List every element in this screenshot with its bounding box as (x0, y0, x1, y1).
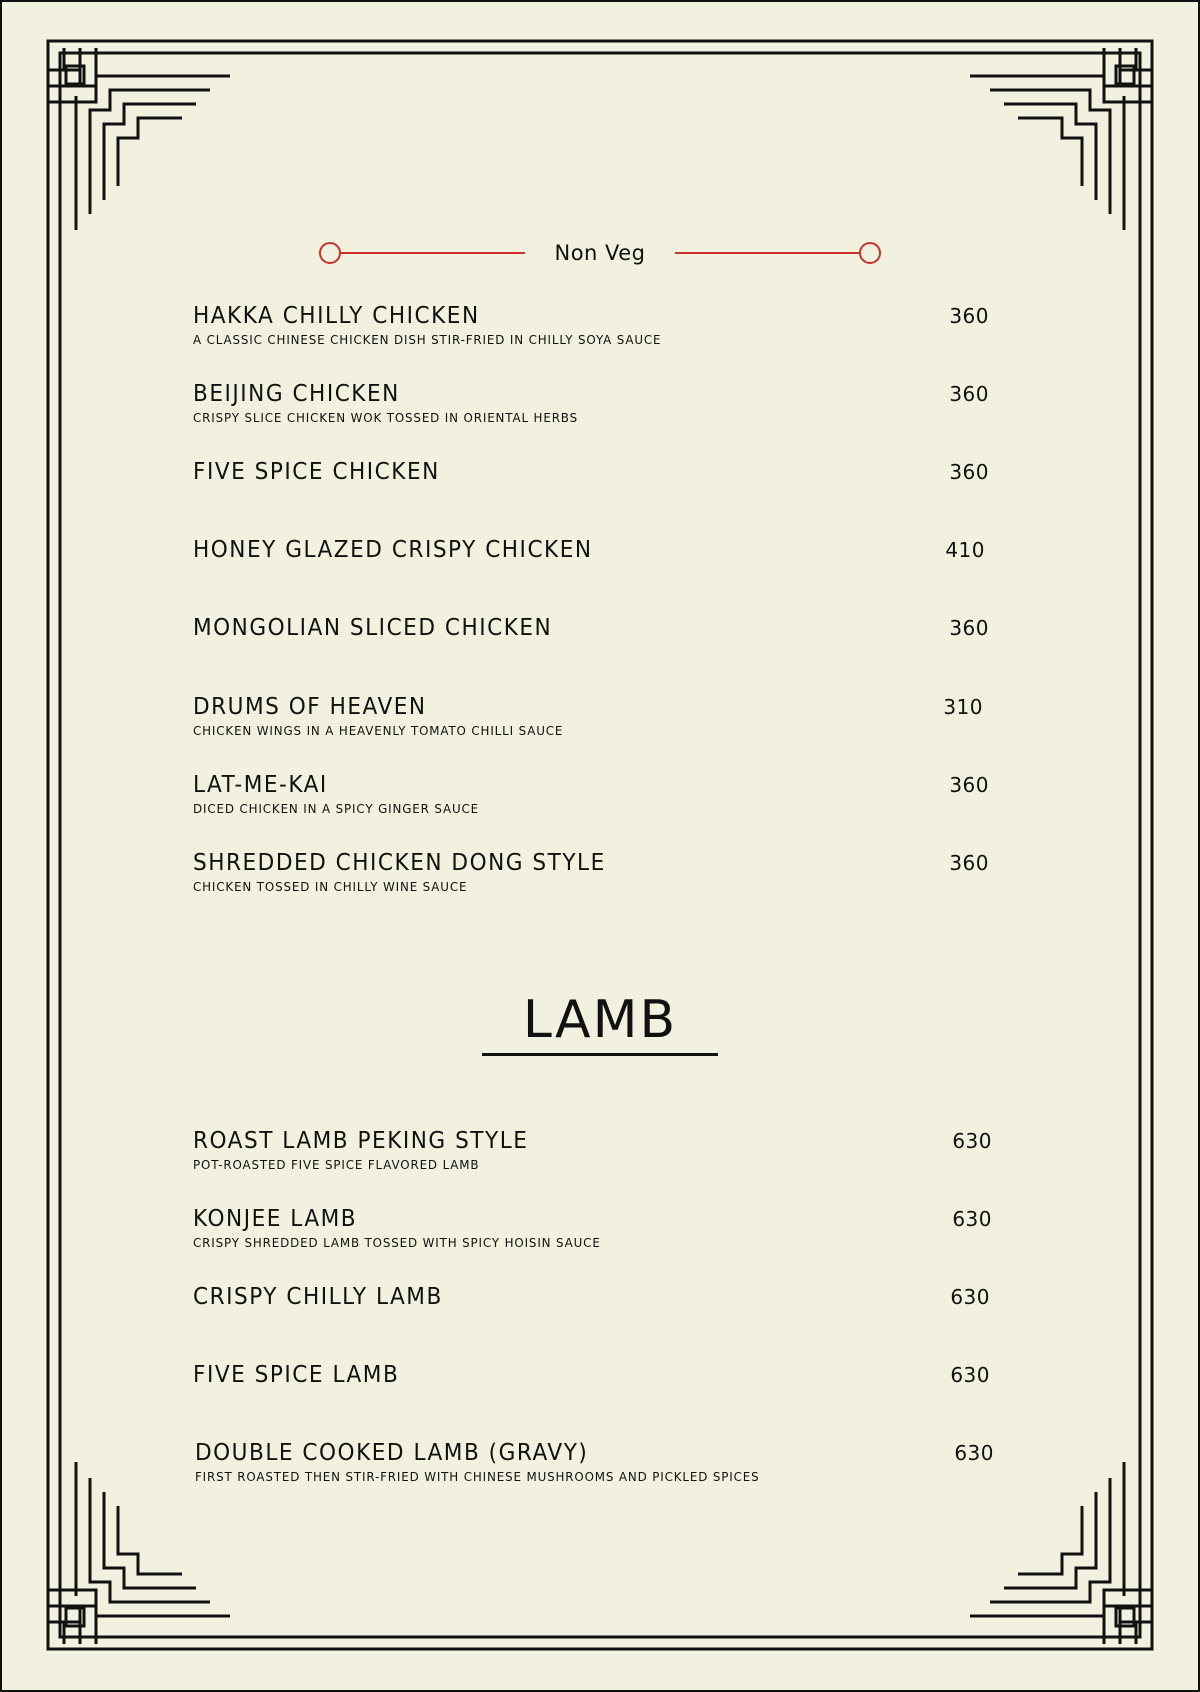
item-description: CHICKEN WINGS IN A HEAVENLY TOMATO CHILLI SAUCE (193, 723, 564, 738)
item-price: 630 (950, 1285, 990, 1309)
item-price: 360 (949, 773, 989, 797)
item-price: 630 (952, 1129, 992, 1153)
item-name: BEIJING CHICKEN (193, 381, 400, 407)
item-price: 310 (943, 695, 983, 719)
item-name: HONEY GLAZED CRISPY CHICKEN (193, 537, 593, 563)
item-price: 630 (950, 1363, 990, 1387)
item-name: DOUBLE COOKED LAMB (GRAVY) (195, 1440, 589, 1466)
menu-item (193, 457, 993, 487)
item-price: 360 (949, 851, 989, 875)
menu-item (193, 301, 993, 349)
item-description: CRISPY SHREDDED LAMB TOSSED WITH SPICY HOISIN SAUCE (193, 1235, 601, 1250)
item-price: 630 (954, 1441, 994, 1465)
item-name: LAT-ME-KAI (193, 772, 328, 798)
item-price: 360 (949, 616, 989, 640)
menu-item (193, 770, 993, 818)
item-description: DICED CHICKEN IN A SPICY GINGER SAUCE (193, 801, 480, 816)
menu-item (193, 379, 993, 427)
menu-item (193, 1360, 993, 1390)
section-title-non-veg: Non Veg (554, 241, 646, 265)
item-name: FIVE SPICE CHICKEN (193, 459, 440, 485)
item-price: 360 (949, 460, 989, 484)
item-description: CHICKEN TOSSED IN CHILLY WINE SAUCE (193, 879, 468, 894)
item-price: 360 (949, 382, 989, 406)
menu-item (193, 848, 993, 896)
section-header-non-veg (0, 233, 1200, 273)
item-price: 360 (949, 304, 989, 328)
section-title-lamb: LAMB (522, 990, 678, 1050)
menu-item (193, 1282, 993, 1312)
menu-item (193, 1126, 993, 1174)
section-underline (482, 1053, 718, 1056)
item-description: FIRST ROASTED THEN STIR-FRIED WITH CHINESE MUSHROOMS AND PICKLED SPICES (195, 1469, 760, 1484)
item-name: HAKKA CHILLY CHICKEN (193, 303, 480, 329)
item-name: KONJEE LAMB (193, 1206, 358, 1232)
item-name: DRUMS OF HEAVEN (193, 694, 427, 720)
item-description: A CLASSIC CHINESE CHICKEN DISH STIR-FRIED IN CHILLY SOYA SAUCE (193, 332, 662, 347)
corner-ornament (48, 48, 230, 230)
item-price: 630 (952, 1207, 992, 1231)
item-name: SHREDDED CHICKEN DONG STYLE (193, 850, 606, 876)
menu-item (193, 613, 993, 643)
menu-item (193, 535, 993, 565)
item-name: CRISPY CHILLY LAMB (193, 1284, 443, 1310)
item-name: ROAST LAMB PEKING STYLE (193, 1128, 529, 1154)
item-price: 410 (945, 538, 985, 562)
menu-item (195, 1438, 995, 1486)
item-name: MONGOLIAN SLICED CHICKEN (193, 615, 553, 641)
menu-item (193, 692, 993, 740)
menu-item (193, 1204, 993, 1252)
item-name: FIVE SPICE LAMB (193, 1362, 400, 1388)
item-description: CRISPY SLICE CHICKEN WOK TOSSED IN ORIENTAL HERBS (193, 410, 579, 425)
item-description: POT-ROASTED FIVE SPICE FLAVORED LAMB (193, 1157, 480, 1172)
